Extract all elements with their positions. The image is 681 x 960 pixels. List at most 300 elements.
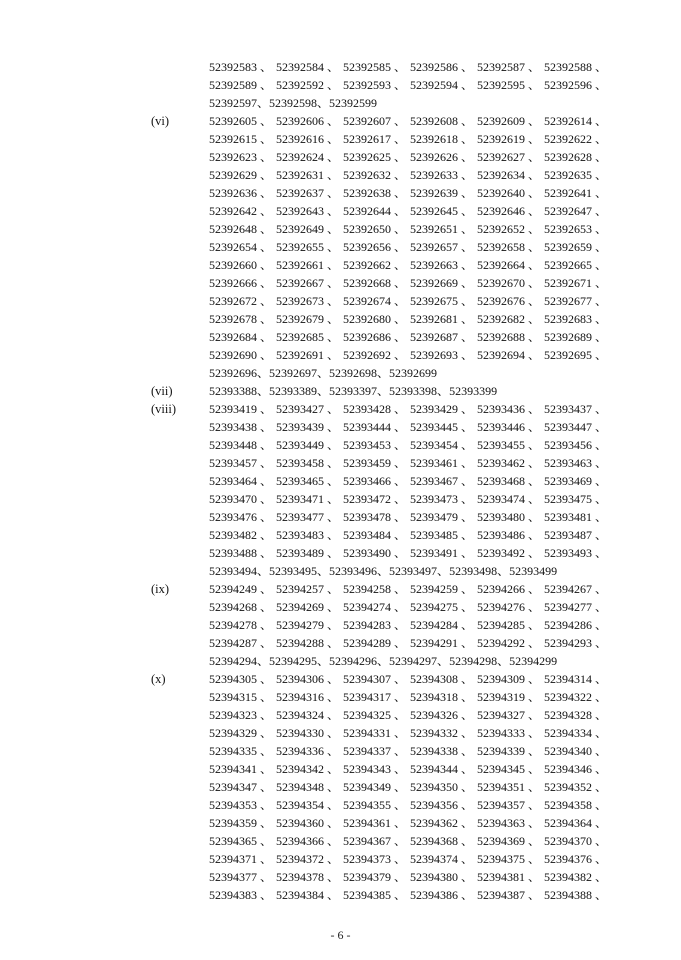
number-entry: 52393461 、 [410, 456, 474, 470]
number-entry: 52394285 、 [477, 618, 541, 632]
number-entry: 52392615 、 [209, 132, 273, 146]
number-entry: 52392649 、 [276, 222, 340, 236]
number-entry: 52394380 、 [410, 870, 474, 884]
number-entry: 52392671 、 [544, 276, 608, 290]
number-entry: 52392632 、 [343, 168, 407, 182]
number-entry: 52393474 、 [477, 492, 541, 506]
page-number: - 6 - [330, 928, 351, 942]
number-entry: 52392607 、 [343, 114, 407, 128]
number-entry: 52392624 、 [276, 150, 340, 164]
number-row [209, 778, 681, 796]
number-row [209, 436, 681, 454]
number-entry: 52394286 、 [544, 618, 608, 632]
number-entry: 52394386 、 [410, 888, 474, 902]
number-entry: 52394371 、 [209, 852, 273, 866]
number-entry: 52392639 、 [410, 186, 474, 200]
number-entry: 52393485 、 [410, 528, 474, 542]
number-entry: 52394287 、 [209, 636, 273, 650]
number-row [209, 184, 681, 202]
number-entry: 52392617 、 [343, 132, 407, 146]
number-entry: 52394267 、 [544, 582, 608, 596]
number-entry: 52394327 、 [477, 708, 541, 722]
section-rows [209, 112, 681, 382]
number-entry: 52393468 、 [477, 474, 541, 488]
number-entry: 52393475 、 [544, 492, 608, 506]
number-entry: 52392688 、 [477, 330, 541, 344]
number-entry: 52394348 、 [276, 780, 340, 794]
number-entry: 52392616 、 [276, 132, 340, 146]
number-entry: 52394332 、 [410, 726, 474, 740]
number-entry: 52394258 、 [343, 582, 407, 596]
number-entry: 52394370 、 [544, 834, 608, 848]
number-entry: 52392651 、 [410, 222, 474, 236]
number-entry: 52394318 、 [410, 690, 474, 704]
number-entry: 52392640 、 [477, 186, 541, 200]
number-entry: 52392645 、 [410, 204, 474, 218]
number-entry: 52394274 、 [343, 600, 407, 614]
number-entry: 52394314 、 [544, 672, 608, 686]
number-row [209, 472, 681, 490]
number-entry: 52394352 、 [544, 780, 608, 794]
number-entry: 52393462 、 [477, 456, 541, 470]
number-row [209, 112, 681, 130]
section-marker: (viii) [151, 402, 176, 416]
number-row [209, 886, 681, 904]
number-entry: 52392597、 [209, 96, 270, 110]
number-entry: 52394343 、 [343, 762, 407, 776]
number-entry: 52394306 、 [276, 672, 340, 686]
number-entry: 52394387 、 [477, 888, 541, 902]
number-entry: 52392631 、 [276, 168, 340, 182]
number-entry: 52392663 、 [410, 258, 474, 272]
number-entry: 52392682 、 [477, 312, 541, 326]
number-entry: 52393498、 [449, 564, 510, 578]
number-entry: 52392696、 [209, 366, 270, 380]
number-entry: 52394328 、 [544, 708, 608, 722]
number-entry: 52392675 、 [410, 294, 474, 308]
number-row [209, 616, 681, 634]
number-entry: 52394276 、 [477, 600, 541, 614]
number-entry: 52392584 、 [276, 60, 340, 74]
number-entry: 52392589 、 [209, 78, 273, 92]
number-entry: 52393436 、 [477, 402, 541, 416]
number-entry: 52394269 、 [276, 600, 340, 614]
section-rows [209, 580, 681, 670]
number-row [209, 58, 681, 76]
number-entry: 52394342 、 [276, 762, 340, 776]
number-entry: 52394378 、 [276, 870, 340, 884]
list-section [0, 400, 681, 580]
number-entry: 52394330 、 [276, 726, 340, 740]
number-row [209, 238, 681, 256]
number-entry: 52394329 、 [209, 726, 273, 740]
number-row [209, 760, 681, 778]
number-entry: 52394315 、 [209, 690, 273, 704]
section-rows [209, 670, 681, 904]
number-entry: 52393482 、 [209, 528, 273, 542]
list-section [0, 580, 681, 670]
number-entry: 52392592 、 [276, 78, 340, 92]
number-row [209, 508, 681, 526]
number-entry: 52394278 、 [209, 618, 273, 632]
number-list [0, 58, 681, 904]
number-entry: 52393476 、 [209, 510, 273, 524]
number-entry: 52392619 、 [477, 132, 541, 146]
number-entry: 52393472 、 [343, 492, 407, 506]
number-entry: 52393444 、 [343, 420, 407, 434]
number-row [209, 868, 681, 886]
number-entry: 52394324 、 [276, 708, 340, 722]
number-entry: 52393464 、 [209, 474, 273, 488]
number-entry: 52394339 、 [477, 744, 541, 758]
number-entry: 52393445 、 [410, 420, 474, 434]
number-entry: 52392644 、 [343, 204, 407, 218]
number-entry: 52392655 、 [276, 240, 340, 254]
number-entry: 52394249 、 [209, 582, 273, 596]
number-row [209, 814, 681, 832]
number-entry: 52394288 、 [276, 636, 340, 650]
number-entry: 52393495、 [269, 564, 330, 578]
number-entry: 52393459 、 [343, 456, 407, 470]
number-entry: 52392627 、 [477, 150, 541, 164]
number-entry: 52393455 、 [477, 438, 541, 452]
number-entry: 52393483 、 [276, 528, 340, 542]
number-entry: 52393429 、 [410, 402, 474, 416]
number-entry: 52394365 、 [209, 834, 273, 848]
number-row [209, 454, 681, 472]
number-row [209, 364, 681, 382]
number-row [209, 562, 681, 580]
number-entry: 52392643 、 [276, 204, 340, 218]
number-entry: 52394336 、 [276, 744, 340, 758]
number-entry: 52394279 、 [276, 618, 340, 632]
number-row [209, 328, 681, 346]
number-entry: 52393469 、 [544, 474, 608, 488]
number-entry: 52393499 [509, 564, 558, 578]
number-entry: 52394308 、 [410, 672, 474, 686]
number-entry: 52392665 、 [544, 258, 608, 272]
number-entry: 52392625 、 [343, 150, 407, 164]
number-entry: 52394307 、 [343, 672, 407, 686]
number-entry: 52394364 、 [544, 816, 608, 830]
number-row [209, 94, 681, 112]
number-entry: 52394317 、 [343, 690, 407, 704]
number-entry: 52394374 、 [410, 852, 474, 866]
number-entry: 52392647 、 [544, 204, 608, 218]
number-row [209, 670, 681, 688]
number-entry: 52392636 、 [209, 186, 273, 200]
number-entry: 52393419 、 [209, 402, 273, 416]
number-row [209, 202, 681, 220]
number-entry: 52392689 、 [544, 330, 608, 344]
number-entry: 52394335 、 [209, 744, 273, 758]
number-entry: 52394294、 [209, 654, 270, 668]
number-entry: 52392626 、 [410, 150, 474, 164]
number-entry: 52394384 、 [276, 888, 340, 902]
number-entry: 52392635 、 [544, 168, 608, 182]
number-entry: 52392608 、 [410, 114, 474, 128]
number-entry: 52392678 、 [209, 312, 273, 326]
number-row [209, 526, 681, 544]
number-entry: 52394333 、 [477, 726, 541, 740]
number-entry: 52393473 、 [410, 492, 474, 506]
number-entry: 52394354 、 [276, 798, 340, 812]
number-entry: 52392691 、 [276, 348, 340, 362]
number-entry: 52392662 、 [343, 258, 407, 272]
number-entry: 52393427 、 [276, 402, 340, 416]
number-entry: 52392648 、 [209, 222, 273, 236]
number-row [209, 544, 681, 562]
number-entry: 52394323 、 [209, 708, 273, 722]
number-entry: 52392633 、 [410, 168, 474, 182]
number-entry: 52394349 、 [343, 780, 407, 794]
section-marker: (ix) [151, 582, 170, 596]
number-row [209, 652, 681, 670]
number-entry: 52393490 、 [343, 546, 407, 560]
number-entry: 52394356 、 [410, 798, 474, 812]
number-entry: 52392658 、 [477, 240, 541, 254]
number-row [209, 166, 681, 184]
section-rows [209, 58, 681, 112]
number-row [209, 220, 681, 238]
number-entry: 52392677 、 [544, 294, 608, 308]
number-entry: 52392629 、 [209, 168, 273, 182]
number-row [209, 418, 681, 436]
number-entry: 52392654 、 [209, 240, 273, 254]
number-entry: 52394373 、 [343, 852, 407, 866]
number-entry: 52394362 、 [410, 816, 474, 830]
number-row [209, 274, 681, 292]
number-row [209, 706, 681, 724]
number-entry: 52392638 、 [343, 186, 407, 200]
number-entry: 52392586 、 [410, 60, 474, 74]
number-entry: 52394345 、 [477, 762, 541, 776]
number-entry: 52394309 、 [477, 672, 541, 686]
number-entry: 52393486 、 [477, 528, 541, 542]
number-entry: 52394341 、 [209, 762, 273, 776]
number-entry: 52394319 、 [477, 690, 541, 704]
number-entry: 52394326 、 [410, 708, 474, 722]
section-marker: (vii) [151, 384, 173, 398]
number-entry: 52392694 、 [477, 348, 541, 362]
number-entry: 52392661 、 [276, 258, 340, 272]
number-entry: 52394295、 [269, 654, 330, 668]
number-entry: 52392641 、 [544, 186, 608, 200]
number-entry: 52393489 、 [276, 546, 340, 560]
number-row [209, 310, 681, 328]
number-entry: 52394379 、 [343, 870, 407, 884]
number-entry: 52392686 、 [343, 330, 407, 344]
number-row [209, 796, 681, 814]
number-entry: 52394369 、 [477, 834, 541, 848]
number-entry: 52393463 、 [544, 456, 608, 470]
number-entry: 52392656 、 [343, 240, 407, 254]
number-entry: 52393491 、 [410, 546, 474, 560]
list-section [0, 670, 681, 904]
number-entry: 52394375 、 [477, 852, 541, 866]
number-entry: 52392669 、 [410, 276, 474, 290]
number-entry: 52394361 、 [343, 816, 407, 830]
number-row [209, 742, 681, 760]
number-entry: 52394353 、 [209, 798, 273, 812]
number-entry: 52392695 、 [544, 348, 608, 362]
number-entry: 52392660 、 [209, 258, 273, 272]
number-entry: 52392599 [329, 96, 378, 110]
number-entry: 52394305 、 [209, 672, 273, 686]
number-entry: 52393466 、 [343, 474, 407, 488]
number-entry: 52393398、 [389, 384, 450, 398]
number-entry: 52394291 、 [410, 636, 474, 650]
number-row [209, 292, 681, 310]
number-entry: 52394334 、 [544, 726, 608, 740]
number-entry: 52394344 、 [410, 762, 474, 776]
number-entry: 52393488 、 [209, 546, 273, 560]
number-entry: 52394325 、 [343, 708, 407, 722]
number-row [209, 490, 681, 508]
number-entry: 52394350 、 [410, 780, 474, 794]
number-entry: 52392692 、 [343, 348, 407, 362]
number-entry: 52393399 [449, 384, 498, 398]
number-entry: 52393481 、 [544, 510, 608, 524]
number-entry: 52392699 [389, 366, 438, 380]
number-entry: 52393448 、 [209, 438, 273, 452]
number-entry: 52393465 、 [276, 474, 340, 488]
number-entry: 52392659 、 [544, 240, 608, 254]
number-entry: 52392606 、 [276, 114, 340, 128]
number-row [209, 580, 681, 598]
number-entry: 52393484 、 [343, 528, 407, 542]
number-entry: 52392681 、 [410, 312, 474, 326]
number-entry: 52394358 、 [544, 798, 608, 812]
number-entry: 52392684 、 [209, 330, 273, 344]
number-entry: 52393471 、 [276, 492, 340, 506]
number-entry: 52393492 、 [477, 546, 541, 560]
number-entry: 52392652 、 [477, 222, 541, 236]
number-entry: 52392679 、 [276, 312, 340, 326]
number-entry: 52394297、 [389, 654, 450, 668]
number-entry: 52394367 、 [343, 834, 407, 848]
number-entry: 52392618 、 [410, 132, 474, 146]
number-entry: 52392670 、 [477, 276, 541, 290]
number-entry: 52392598、 [269, 96, 330, 110]
section-marker: (x) [151, 672, 166, 686]
number-entry: 52393470 、 [209, 492, 273, 506]
number-entry: 52394283 、 [343, 618, 407, 632]
number-entry: 52394376 、 [544, 852, 608, 866]
number-entry: 52394298、 [449, 654, 510, 668]
number-entry: 52392642 、 [209, 204, 273, 218]
number-entry: 52394388 、 [544, 888, 608, 902]
section-marker: (vi) [151, 114, 170, 128]
section-rows [209, 400, 681, 580]
number-entry: 52393439 、 [276, 420, 340, 434]
number-entry: 52392628 、 [544, 150, 608, 164]
number-entry: 52393496、 [329, 564, 390, 578]
number-entry: 52394360 、 [276, 816, 340, 830]
number-entry: 52392687 、 [410, 330, 474, 344]
list-section [0, 58, 681, 112]
number-entry: 52393478 、 [343, 510, 407, 524]
number-entry: 52394292 、 [477, 636, 541, 650]
number-entry: 52392685 、 [276, 330, 340, 344]
number-entry: 52393437 、 [544, 402, 608, 416]
number-entry: 52392595 、 [477, 78, 541, 92]
number-entry: 52394289 、 [343, 636, 407, 650]
number-row [209, 148, 681, 166]
number-row [209, 346, 681, 364]
number-entry: 52394277 、 [544, 600, 608, 614]
number-row [209, 850, 681, 868]
number-entry: 52394347 、 [209, 780, 273, 794]
number-row [209, 76, 681, 94]
number-entry: 52392690 、 [209, 348, 273, 362]
number-row [209, 130, 681, 148]
number-row [209, 598, 681, 616]
number-row [209, 382, 681, 400]
number-entry: 52394275 、 [410, 600, 474, 614]
number-entry: 52393454 、 [410, 438, 474, 452]
number-entry: 52394316 、 [276, 690, 340, 704]
number-entry: 52394299 [509, 654, 558, 668]
number-entry: 52392583 、 [209, 60, 273, 74]
number-entry: 52392622 、 [544, 132, 608, 146]
number-entry: 52393477 、 [276, 510, 340, 524]
number-entry: 52393438 、 [209, 420, 273, 434]
list-section [0, 382, 681, 400]
number-entry: 52392650 、 [343, 222, 407, 236]
number-row [209, 832, 681, 850]
number-entry: 52392634 、 [477, 168, 541, 182]
number-entry: 52394259 、 [410, 582, 474, 596]
number-entry: 52394372 、 [276, 852, 340, 866]
list-section [0, 112, 681, 382]
number-entry: 52392653 、 [544, 222, 608, 236]
number-entry: 52393447 、 [544, 420, 608, 434]
number-entry: 52392637 、 [276, 186, 340, 200]
number-entry: 52394368 、 [410, 834, 474, 848]
number-entry: 52393456 、 [544, 438, 608, 452]
number-entry: 52392666 、 [209, 276, 273, 290]
section-rows [209, 382, 681, 400]
number-entry: 52393428 、 [343, 402, 407, 416]
number-entry: 52394351 、 [477, 780, 541, 794]
number-entry: 52394355 、 [343, 798, 407, 812]
number-entry: 52392693 、 [410, 348, 474, 362]
number-entry: 52394331 、 [343, 726, 407, 740]
number-entry: 52392667 、 [276, 276, 340, 290]
number-entry: 52392646 、 [477, 204, 541, 218]
number-entry: 52394293 、 [544, 636, 608, 650]
number-entry: 52394385 、 [343, 888, 407, 902]
number-entry: 52394383 、 [209, 888, 273, 902]
number-entry: 52393493 、 [544, 546, 608, 560]
number-entry: 52393479 、 [410, 510, 474, 524]
number-entry: 52392672 、 [209, 294, 273, 308]
number-entry: 52394296、 [329, 654, 390, 668]
number-entry: 52393453 、 [343, 438, 407, 452]
number-entry: 52394268 、 [209, 600, 273, 614]
number-entry: 52393446 、 [477, 420, 541, 434]
number-entry: 52392657 、 [410, 240, 474, 254]
number-entry: 52394340 、 [544, 744, 608, 758]
number-entry: 52393457 、 [209, 456, 273, 470]
number-entry: 52393449 、 [276, 438, 340, 452]
number-entry: 52392680 、 [343, 312, 407, 326]
number-entry: 52393467 、 [410, 474, 474, 488]
number-entry: 52394377 、 [209, 870, 273, 884]
number-entry: 52392614 、 [544, 114, 608, 128]
number-entry: 52392673 、 [276, 294, 340, 308]
